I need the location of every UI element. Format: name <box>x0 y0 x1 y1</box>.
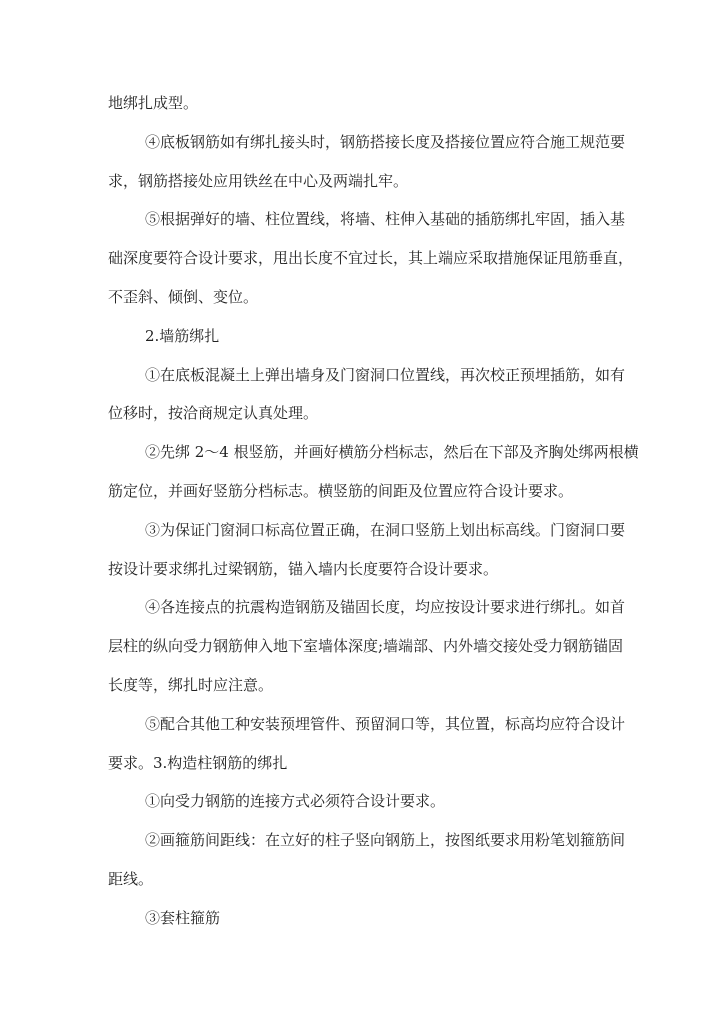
text-line: ②画箍筋间距线：在立好的柱子竖向钢筋上，按图纸要求用粉笔划箍筋间 <box>145 831 626 850</box>
text-line: ④底板钢筋如有绑扎接头时，钢筋搭接长度及搭接位置应符合施工规范要 <box>145 132 626 151</box>
text-line: ④各连接点的抗震构造钢筋及锚固长度，均应按设计要求进行绑扎。如首 <box>145 598 626 617</box>
paragraph <box>108 200 634 316</box>
text-line: 求，钢筋搭接处应用铁丝在中心及两端扎牢。 <box>108 171 409 190</box>
text-line: 层柱的纵向受力钢筋伸入地下室墙体深度;墙端部、内外墙交接处受力钢筋锚固 <box>108 637 624 656</box>
text-line: ①向受力钢筋的连接方式必须符合设计要求。 <box>145 792 446 811</box>
text-line: 不歪斜、倾倒、变位。 <box>108 287 259 306</box>
paragraph <box>108 588 626 704</box>
text-line: 按设计要求绑扎过梁钢筋，锚入墙内长度要符合设计要求。 <box>108 559 499 578</box>
paragraph <box>108 84 612 123</box>
text-line: 长度等，绑扎时应注意。 <box>108 675 274 694</box>
text-line: 筋定位，并画好竖筋分档标志。横竖筋的间距及位置应符合设计要求。 <box>108 481 574 500</box>
text-line: ③为保证门窗洞口标高位置正确，在洞口竖筋上划出标高线。门窗洞口要 <box>145 520 626 539</box>
text-line: 地绑扎成型。 <box>108 94 199 112</box>
text-line: ③套柱箍筋 <box>145 908 221 927</box>
text-line: ⑤根据弹好的墙、柱位置线，将墙、柱伸入基础的插筋绑扎牢固，插入基 <box>145 210 626 229</box>
text-line: 要求。3.构造柱钢筋的绑扎 <box>108 753 288 772</box>
text-line: ②先绑 2～4 根竖筋，并画好横筋分档标志，然后在下部及齐胸处绑两根横 <box>145 443 639 462</box>
text-line: 位移时，按洽商规定认真处理。 <box>108 404 319 423</box>
paragraph <box>108 821 626 899</box>
paragraph <box>108 123 626 201</box>
text-line: ⑤配合其他工种安装预埋管件、预留洞口等，其位置，标高均应符合设计 <box>145 714 626 733</box>
paragraph <box>108 782 612 821</box>
paragraph <box>108 433 639 511</box>
document-body <box>108 84 639 938</box>
text-line: 础深度要符合设计要求，甩出长度不宜过长，其上端应采取措施保证甩筋垂直， <box>108 249 634 268</box>
paragraph <box>108 705 626 783</box>
paragraph <box>108 511 626 589</box>
paragraph <box>108 317 612 356</box>
paragraph <box>108 356 626 434</box>
text-line: 2.墙筋绑扎 <box>145 326 220 345</box>
text-line: ①在底板混凝土上弹出墙身及门窗洞口位置线，再次校正预埋插筋，如有 <box>145 365 626 384</box>
paragraph <box>108 899 612 938</box>
text-line: 距线。 <box>108 869 154 888</box>
